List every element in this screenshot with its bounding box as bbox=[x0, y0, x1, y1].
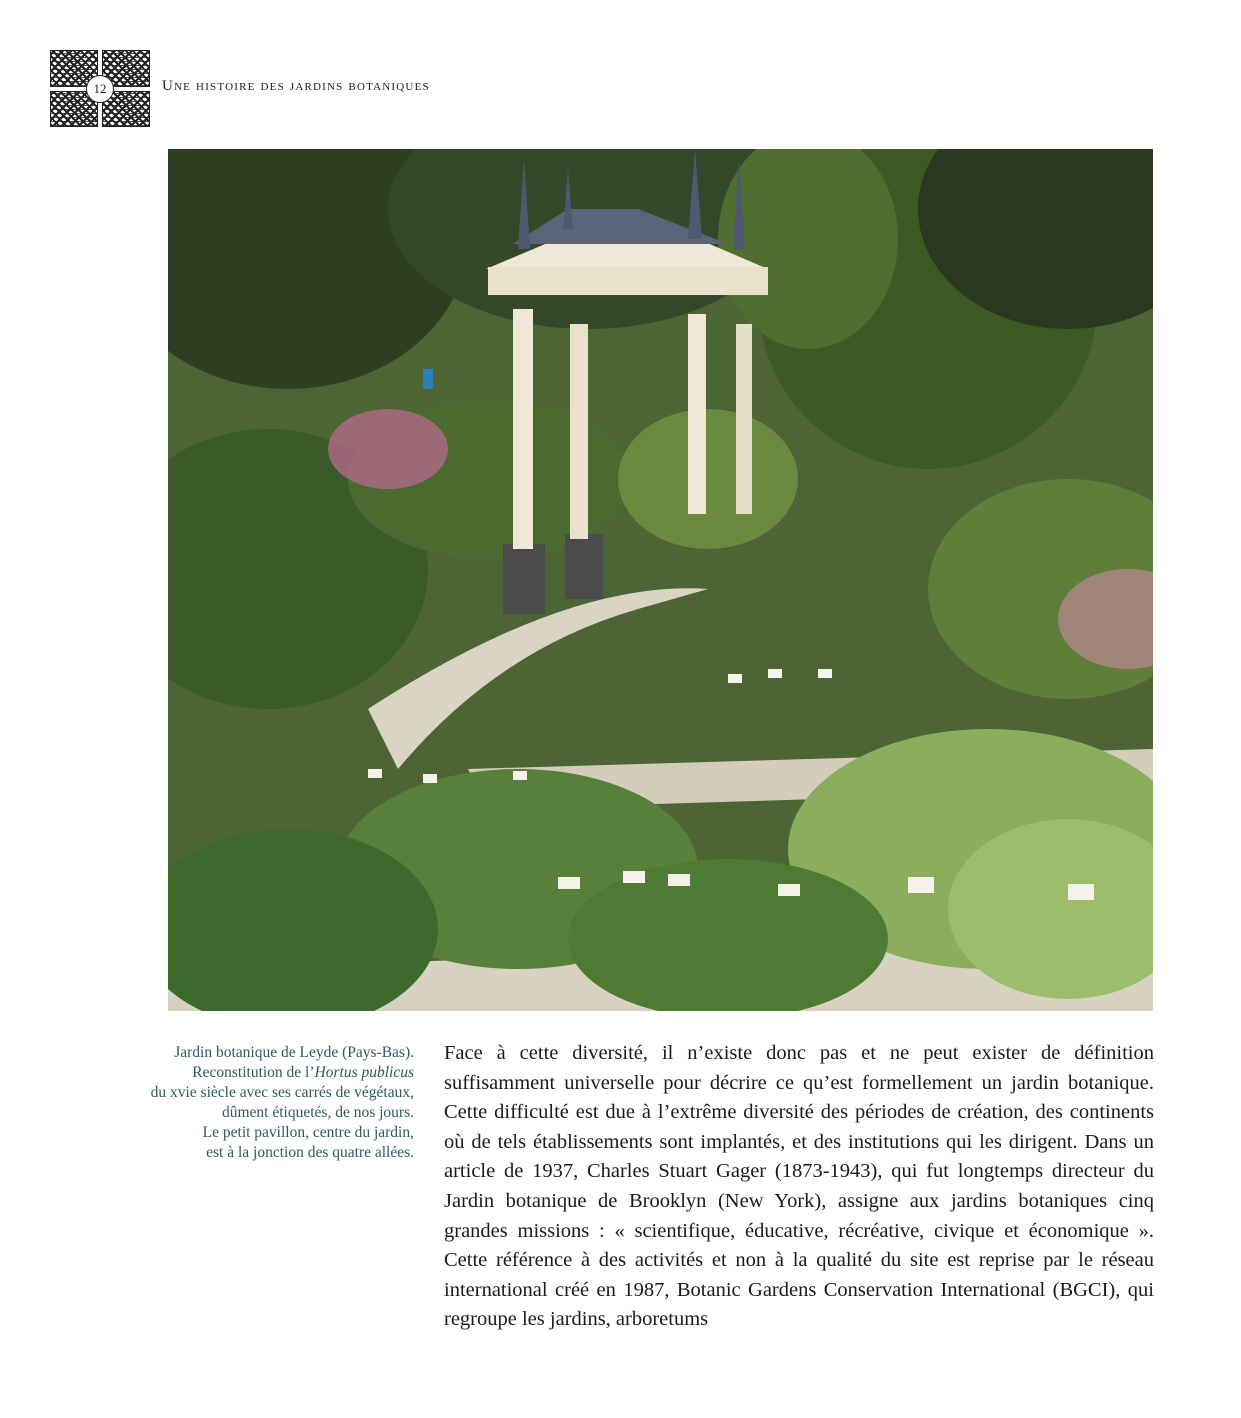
header-ornament bbox=[50, 50, 150, 127]
caption-line: du xvie siècle avec ses carrés de végétaux, bbox=[150, 1084, 414, 1101]
caption-line: Jardin botanique de Leyde (Pays-Bas). bbox=[174, 1044, 414, 1061]
caption-line: dûment étiquetés, de nos jours. bbox=[222, 1104, 414, 1121]
caption-italic: Hortus publicus bbox=[314, 1064, 414, 1081]
caption-line: Reconstitution de l’ bbox=[192, 1064, 315, 1081]
page-number: 12 bbox=[86, 75, 114, 103]
running-head: Une histoire des jardins botaniques bbox=[162, 78, 430, 94]
body-paragraph: Face à cette diversité, il n’existe donc pas et ne peut exister de définition suffisamment universelle pour décrire ce qu’est formellement un jardin botanique. Cette difficulté est due à l’extrême diversité des périodes de création, des continents où de tels établissements sont implantés, et des institutions qui les dirigent. Dans un article de 1937, Charles Stuart Gager (1873-1943), qui fut longtemps directeur du Jardin botanique de Brooklyn (New York), assigne aux jardins botaniques cinq grandes missions : « scientifique, éducative, récréative, civique et économique ». Cette référence à des activités et non à la qualité du site est reprise par le réseau international créé en 1987, Botanic Gardens Conservation International (BGCI), qui regroupe les jardins, arboretums bbox=[444, 1042, 1154, 1331]
caption-line: est à la jonction des quatre allées. bbox=[206, 1144, 414, 1161]
photo-caption bbox=[140, 1043, 414, 1163]
caption-line: Le petit pavillon, centre du jardin, bbox=[202, 1124, 414, 1141]
garden-photo bbox=[168, 149, 1153, 1011]
garden-photo-illustration bbox=[168, 149, 1153, 1011]
